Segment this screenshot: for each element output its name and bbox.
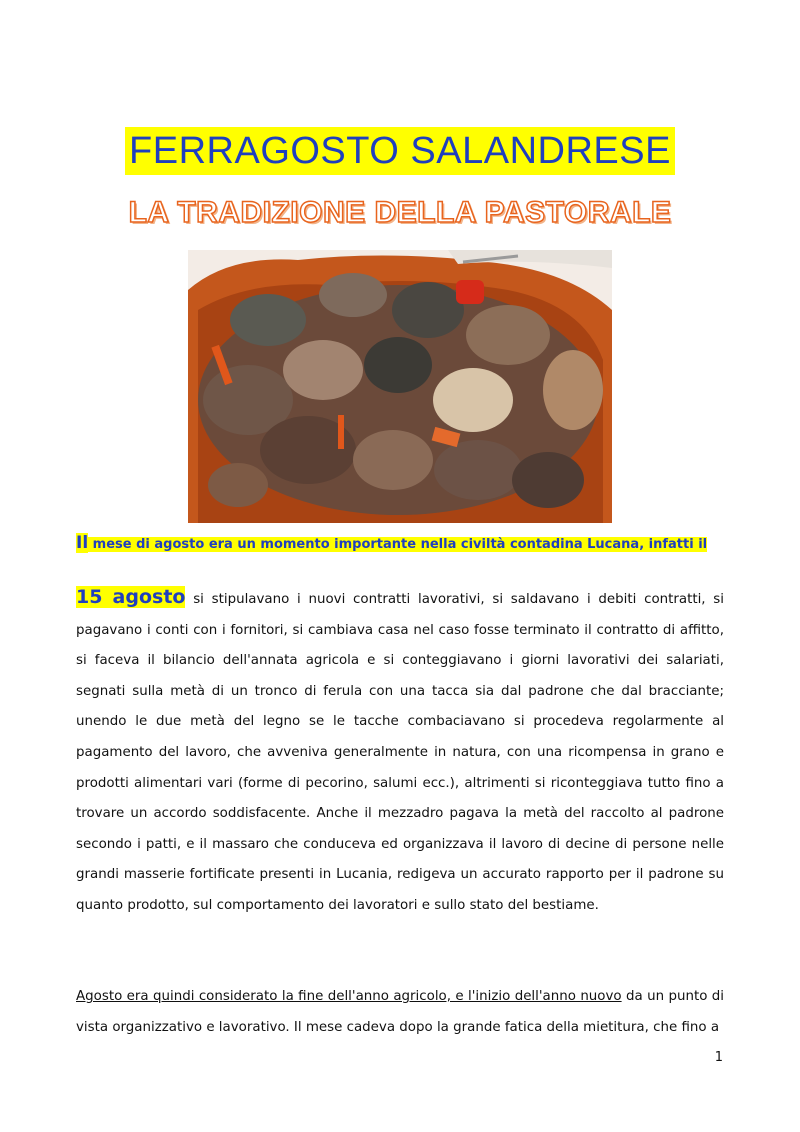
- paragraph-2-text: da un punto di vista organizzativo e lavorativo. Il mese cadeva dopo la grande fatica della mietitura, che fino a: [76, 989, 725, 1035]
- food-photo: [188, 250, 612, 523]
- intro-line: [76, 533, 736, 553]
- intro-first-letters: Il: [76, 533, 89, 553]
- highlighted-date: 15 agosto: [76, 586, 186, 608]
- page-number: 1: [714, 1050, 723, 1065]
- subtitle-container: [0, 196, 800, 230]
- paragraph-2-underlined: Agosto era quindi considerato la fine dell'anno agricolo, e l'inizio dell'anno nuovo: [76, 989, 622, 1004]
- paragraph-1-text: si stipulavano i nuovi contratti lavorativi, si saldavano i debiti contratti, si pagavano i conti con i fornitori, si cambiava casa nel caso fosse terminato il contratto di affitto, si faceva il bilancio dell'annata agricola e si conteggiavano i giorni lavorativi dei salariati, segnati sulla metà di un tronco di ferula con una tacca sia dal padrone che dal bracciante; unendo le due metà del legno se le tacche combaciavano si procedeva regolarmente al pagamento del lavoro, che avveniva generalmente in natura, con una ricompensa in grano e prodotti alimentari vari (forme di pecorino, salumi ecc.), altrimenti si riconteggiava tutto fino a trovare un accordo soddisfacente. Anche il mezzadro pagava la metà del raccolto al padrone secondo i patti, e il massaro che conduceva ed organizzava il lavoro di decine di persone nelle grandi masserie fortificate presenti in Lucania, redigeva un accurato rapporto per il padrone su quanto prodotto, sul comportamento dei lavoratori e sullo stato del bestiame.: [76, 592, 724, 913]
- page-title: FERRAGOSTO SALANDRESE: [125, 127, 675, 175]
- title-container: [0, 127, 800, 175]
- page-subtitle: LA TRADIZIONE DELLA PASTORALE: [128, 196, 672, 229]
- paragraph-2: [76, 982, 724, 1043]
- paragraph-1: [76, 582, 724, 922]
- intro-text: mese di agosto era un momento importante nella civiltà contadina Lucana, infatti il: [88, 537, 708, 552]
